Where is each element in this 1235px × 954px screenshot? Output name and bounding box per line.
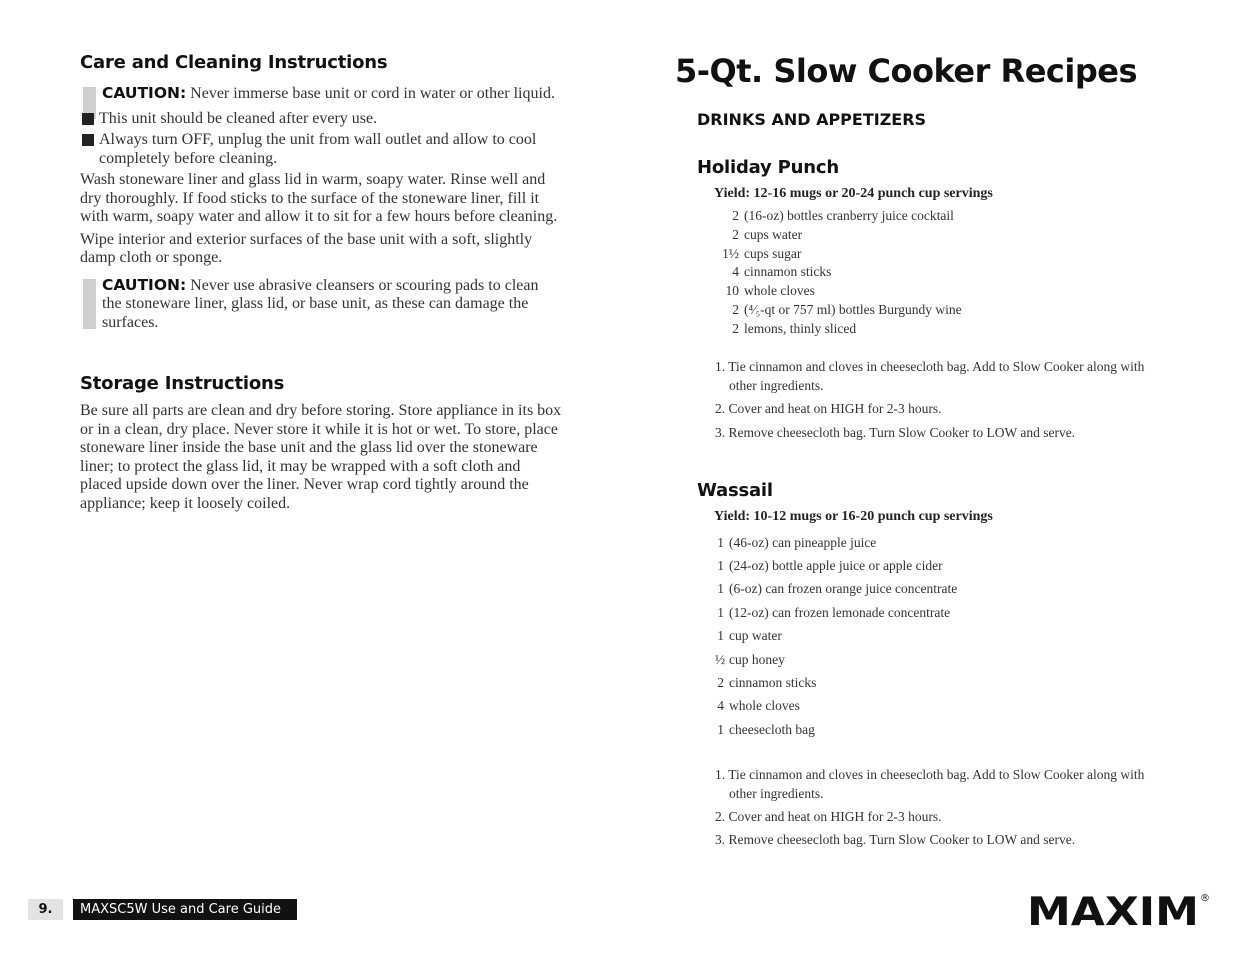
step: 1. Tie cinnamon and cloves in cheesecloth bag. Add to Slow Cooker along with other ingredients. <box>715 767 1145 802</box>
square-bullet-icon <box>82 113 94 125</box>
step: 2. Cover and heat on HIGH for 2-3 hours. <box>715 400 942 416</box>
step: 1. Tie cinnamon and cloves in cheesecloth bag. Add to Slow Cooker along with other ingredients. <box>715 358 1145 393</box>
page-number: 9. <box>28 899 63 920</box>
ingredient: 2 cups water <box>732 226 803 242</box>
bullet-item <box>80 131 562 168</box>
caution-label: CAUTION: <box>102 275 187 294</box>
ingredient: 1 (12-oz) can frozen lemonade concentrate <box>717 604 951 620</box>
caution-label: CAUTION: <box>102 84 187 102</box>
logo-wordmark: MAXIM <box>1027 891 1199 929</box>
ingredient: 1 cheesecloth bag <box>717 721 815 737</box>
step-list <box>715 357 1155 442</box>
ingredient: 1 cup water <box>717 628 782 644</box>
cleaning-paragraph: Wash stoneware liner and glass lid in warm, soapy water. Rinse well and dry thoroughly. If food sticks to the surface of the stoneware liner, fill it with warm, soapy water and allow it to sit for a few hours before cleaning. <box>80 171 558 225</box>
recipe-yield: Yield: 12-16 mugs or 20-24 punch cup servings <box>714 186 993 201</box>
storage-paragraph: Be sure all parts are clean and dry before storing. Store appliance in its box or in a clean, dry place. Never store it while it is hot or wet. To store, place stoneware liner inside the base unit and the glass lid over the stoneware liner; to protect the glass lid, it may be wrapped with a soft cloth and placed upside down over the liner. Never wrap cord tightly around the appliance; keep it loosely coiled. <box>80 402 562 512</box>
maxim-logo-icon <box>1027 891 1212 929</box>
bullet-text: This unit should be cleaned after every use. <box>99 109 378 127</box>
recipe-title: Holiday Punch <box>697 157 839 178</box>
wipe-paragraph: Wipe interior and exterior surfaces of the base unit with a soft, slightly damp cloth or sponge. <box>80 230 533 266</box>
ingredient: 1 (6-oz) can frozen orange juice concentrate <box>717 581 958 597</box>
ingredient: 1½ cups sugar <box>722 245 802 261</box>
ingredient: 2 (⁴⁄₅-qt or 757 ml) bottles Burgundy wine <box>732 301 962 317</box>
caution-note-1 <box>80 84 562 104</box>
ingredient: 1 (46-oz) can pineapple juice <box>717 534 877 550</box>
step: 3. Remove cheesecloth bag. Turn Slow Cooker to LOW and serve. <box>715 424 1076 440</box>
recipe-yield: Yield: 10-12 mugs or 16-20 punch cup servings <box>714 508 993 524</box>
square-bullet-icon <box>82 134 94 146</box>
ingredient: 2 (16-oz) bottles cranberry juice cocktail <box>732 208 954 223</box>
recipe-title: Wassail <box>697 479 773 501</box>
ingredient: 10 whole cloves <box>725 283 815 299</box>
ingredient: 1 (24-oz) bottle apple juice or apple cider <box>717 557 943 573</box>
step: 2. Cover and heat on HIGH for 2-3 hours. <box>715 809 942 825</box>
caution-note-2 <box>80 276 562 333</box>
ingredient: 2 lemons, thinly sliced <box>732 320 857 336</box>
ingredient: 4 whole cloves <box>717 698 800 714</box>
right-column <box>675 52 1155 849</box>
caution-text: Never immerse base unit or cord in water or other liquid. <box>186 85 555 102</box>
caution-bar-icon <box>83 279 96 329</box>
guide-title: MAXSC5W Use and Care Guide <box>73 899 297 920</box>
step: 3. Remove cheesecloth bag. Turn Slow Cooker to LOW and serve. <box>715 832 1076 848</box>
storage-heading: Storage Instructions <box>80 373 285 394</box>
left-column <box>80 52 562 513</box>
ingredient: 4 cinnamon sticks <box>732 264 832 280</box>
caution-text: Never use abrasive cleansers or scouring pads to clean the stoneware liner, glass lid, or base unit, as these can damage the surfaces. <box>102 276 539 331</box>
bullet-item <box>80 110 562 129</box>
ingredient: 2 cinnamon sticks <box>717 675 817 691</box>
page-title: 5-Qt. Slow Cooker Recipes <box>675 52 1137 90</box>
bullet-text: Always turn OFF, unplug the unit from wall outlet and allow to cool completely before cleaning. <box>99 131 537 167</box>
step-list <box>715 765 1155 849</box>
care-heading: Care and Cleaning Instructions <box>80 52 388 73</box>
ingredient-list <box>719 207 1155 339</box>
registered-mark: ® <box>1200 893 1210 904</box>
ingredient: ½ cup honey <box>715 651 785 667</box>
category-heading: DRINKS AND APPETIZERS <box>697 110 927 129</box>
maxim-logo <box>1027 891 1212 929</box>
ingredient-list <box>715 531 1155 742</box>
